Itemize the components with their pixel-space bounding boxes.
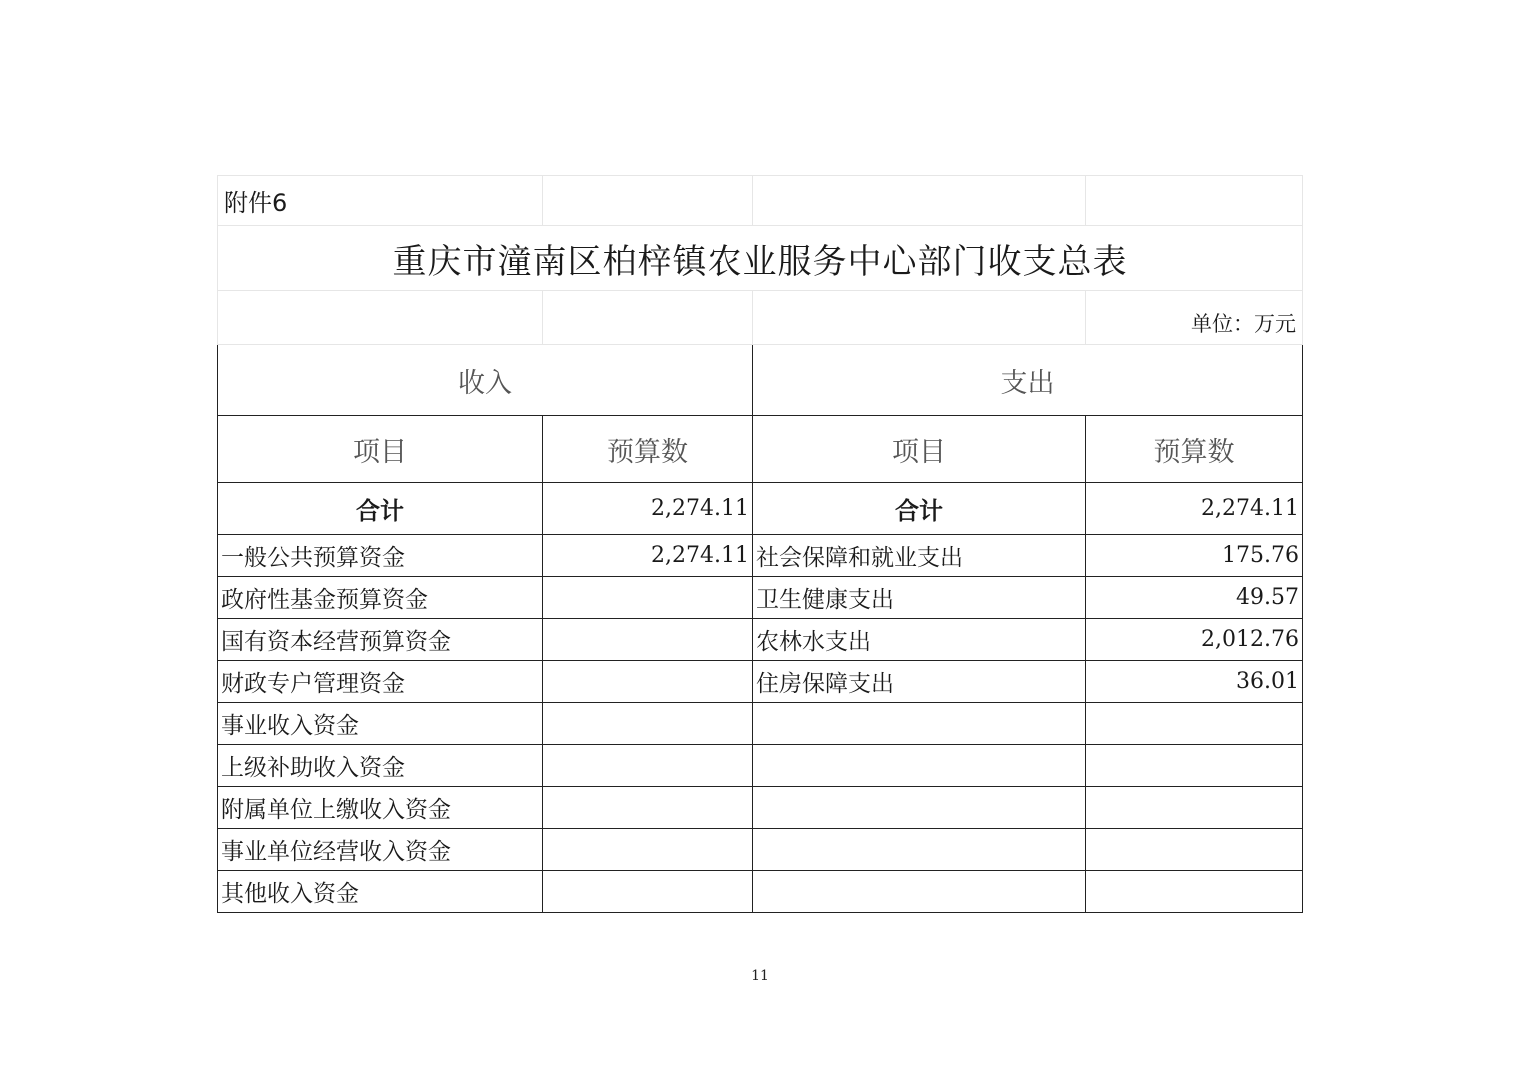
income-item: 政府性基金预算资金	[218, 577, 543, 619]
unit-row	[218, 291, 1303, 345]
expenditure-item: 住房保障支出	[753, 661, 1086, 703]
income-item: 其他收入资金	[218, 871, 543, 913]
income-value	[543, 829, 753, 871]
expenditure-item-header: 项目	[753, 416, 1086, 483]
table-title: 重庆市潼南区柏梓镇农业服务中心部门收支总表	[218, 226, 1303, 291]
expenditure-value	[1086, 871, 1303, 913]
expenditure-item: 社会保障和就业支出	[753, 535, 1086, 577]
expenditure-item	[753, 829, 1086, 871]
income-item: 财政专户管理资金	[218, 661, 543, 703]
income-item-header: 项目	[218, 416, 543, 483]
table-row	[218, 535, 1303, 577]
attachment-row	[218, 176, 1303, 226]
income-total-label: 合计	[218, 483, 543, 535]
expenditure-value: 49.57	[1086, 577, 1303, 619]
income-item: 上级补助收入资金	[218, 745, 543, 787]
table-row	[218, 745, 1303, 787]
expenditure-value: 175.76	[1086, 535, 1303, 577]
income-item: 附属单位上缴收入资金	[218, 787, 543, 829]
income-value	[543, 619, 753, 661]
income-value	[543, 871, 753, 913]
expenditure-value	[1086, 787, 1303, 829]
income-value	[543, 661, 753, 703]
table-row	[218, 619, 1303, 661]
page-number: 11	[751, 968, 769, 984]
expenditure-value: 2,012.76	[1086, 619, 1303, 661]
expenditure-total-label: 合计	[753, 483, 1086, 535]
expenditure-value	[1086, 745, 1303, 787]
expenditure-item	[753, 703, 1086, 745]
unit-label: 单位：万元	[1086, 291, 1303, 345]
expenditure-item	[753, 745, 1086, 787]
expenditure-item	[753, 871, 1086, 913]
expenditure-budget-header: 预算数	[1086, 416, 1303, 483]
expenditure-header: 支出	[753, 345, 1303, 416]
budget-summary-table	[217, 175, 1303, 913]
expenditure-total-value: 2,274.11	[1086, 483, 1303, 535]
income-value: 2,274.11	[543, 535, 753, 577]
expenditure-item	[753, 787, 1086, 829]
income-value	[543, 787, 753, 829]
table-row	[218, 871, 1303, 913]
income-value	[543, 745, 753, 787]
table-row	[218, 577, 1303, 619]
attachment-label: 附件6	[218, 176, 543, 226]
expenditure-item: 农林水支出	[753, 619, 1086, 661]
income-budget-header: 预算数	[543, 416, 753, 483]
total-row	[218, 483, 1303, 535]
column-header-row	[218, 416, 1303, 483]
table-row	[218, 787, 1303, 829]
table-row	[218, 703, 1303, 745]
income-item: 国有资本经营预算资金	[218, 619, 543, 661]
income-item: 事业收入资金	[218, 703, 543, 745]
income-value	[543, 703, 753, 745]
table-row	[218, 829, 1303, 871]
expenditure-value	[1086, 703, 1303, 745]
expenditure-value: 36.01	[1086, 661, 1303, 703]
income-item: 一般公共预算资金	[218, 535, 543, 577]
expenditure-item: 卫生健康支出	[753, 577, 1086, 619]
income-header: 收入	[218, 345, 753, 416]
expenditure-value	[1086, 829, 1303, 871]
title-row	[218, 226, 1303, 291]
table-row	[218, 661, 1303, 703]
income-value	[543, 577, 753, 619]
income-item: 事业单位经营收入资金	[218, 829, 543, 871]
group-header-row	[218, 345, 1303, 416]
income-total-value: 2,274.11	[543, 483, 753, 535]
